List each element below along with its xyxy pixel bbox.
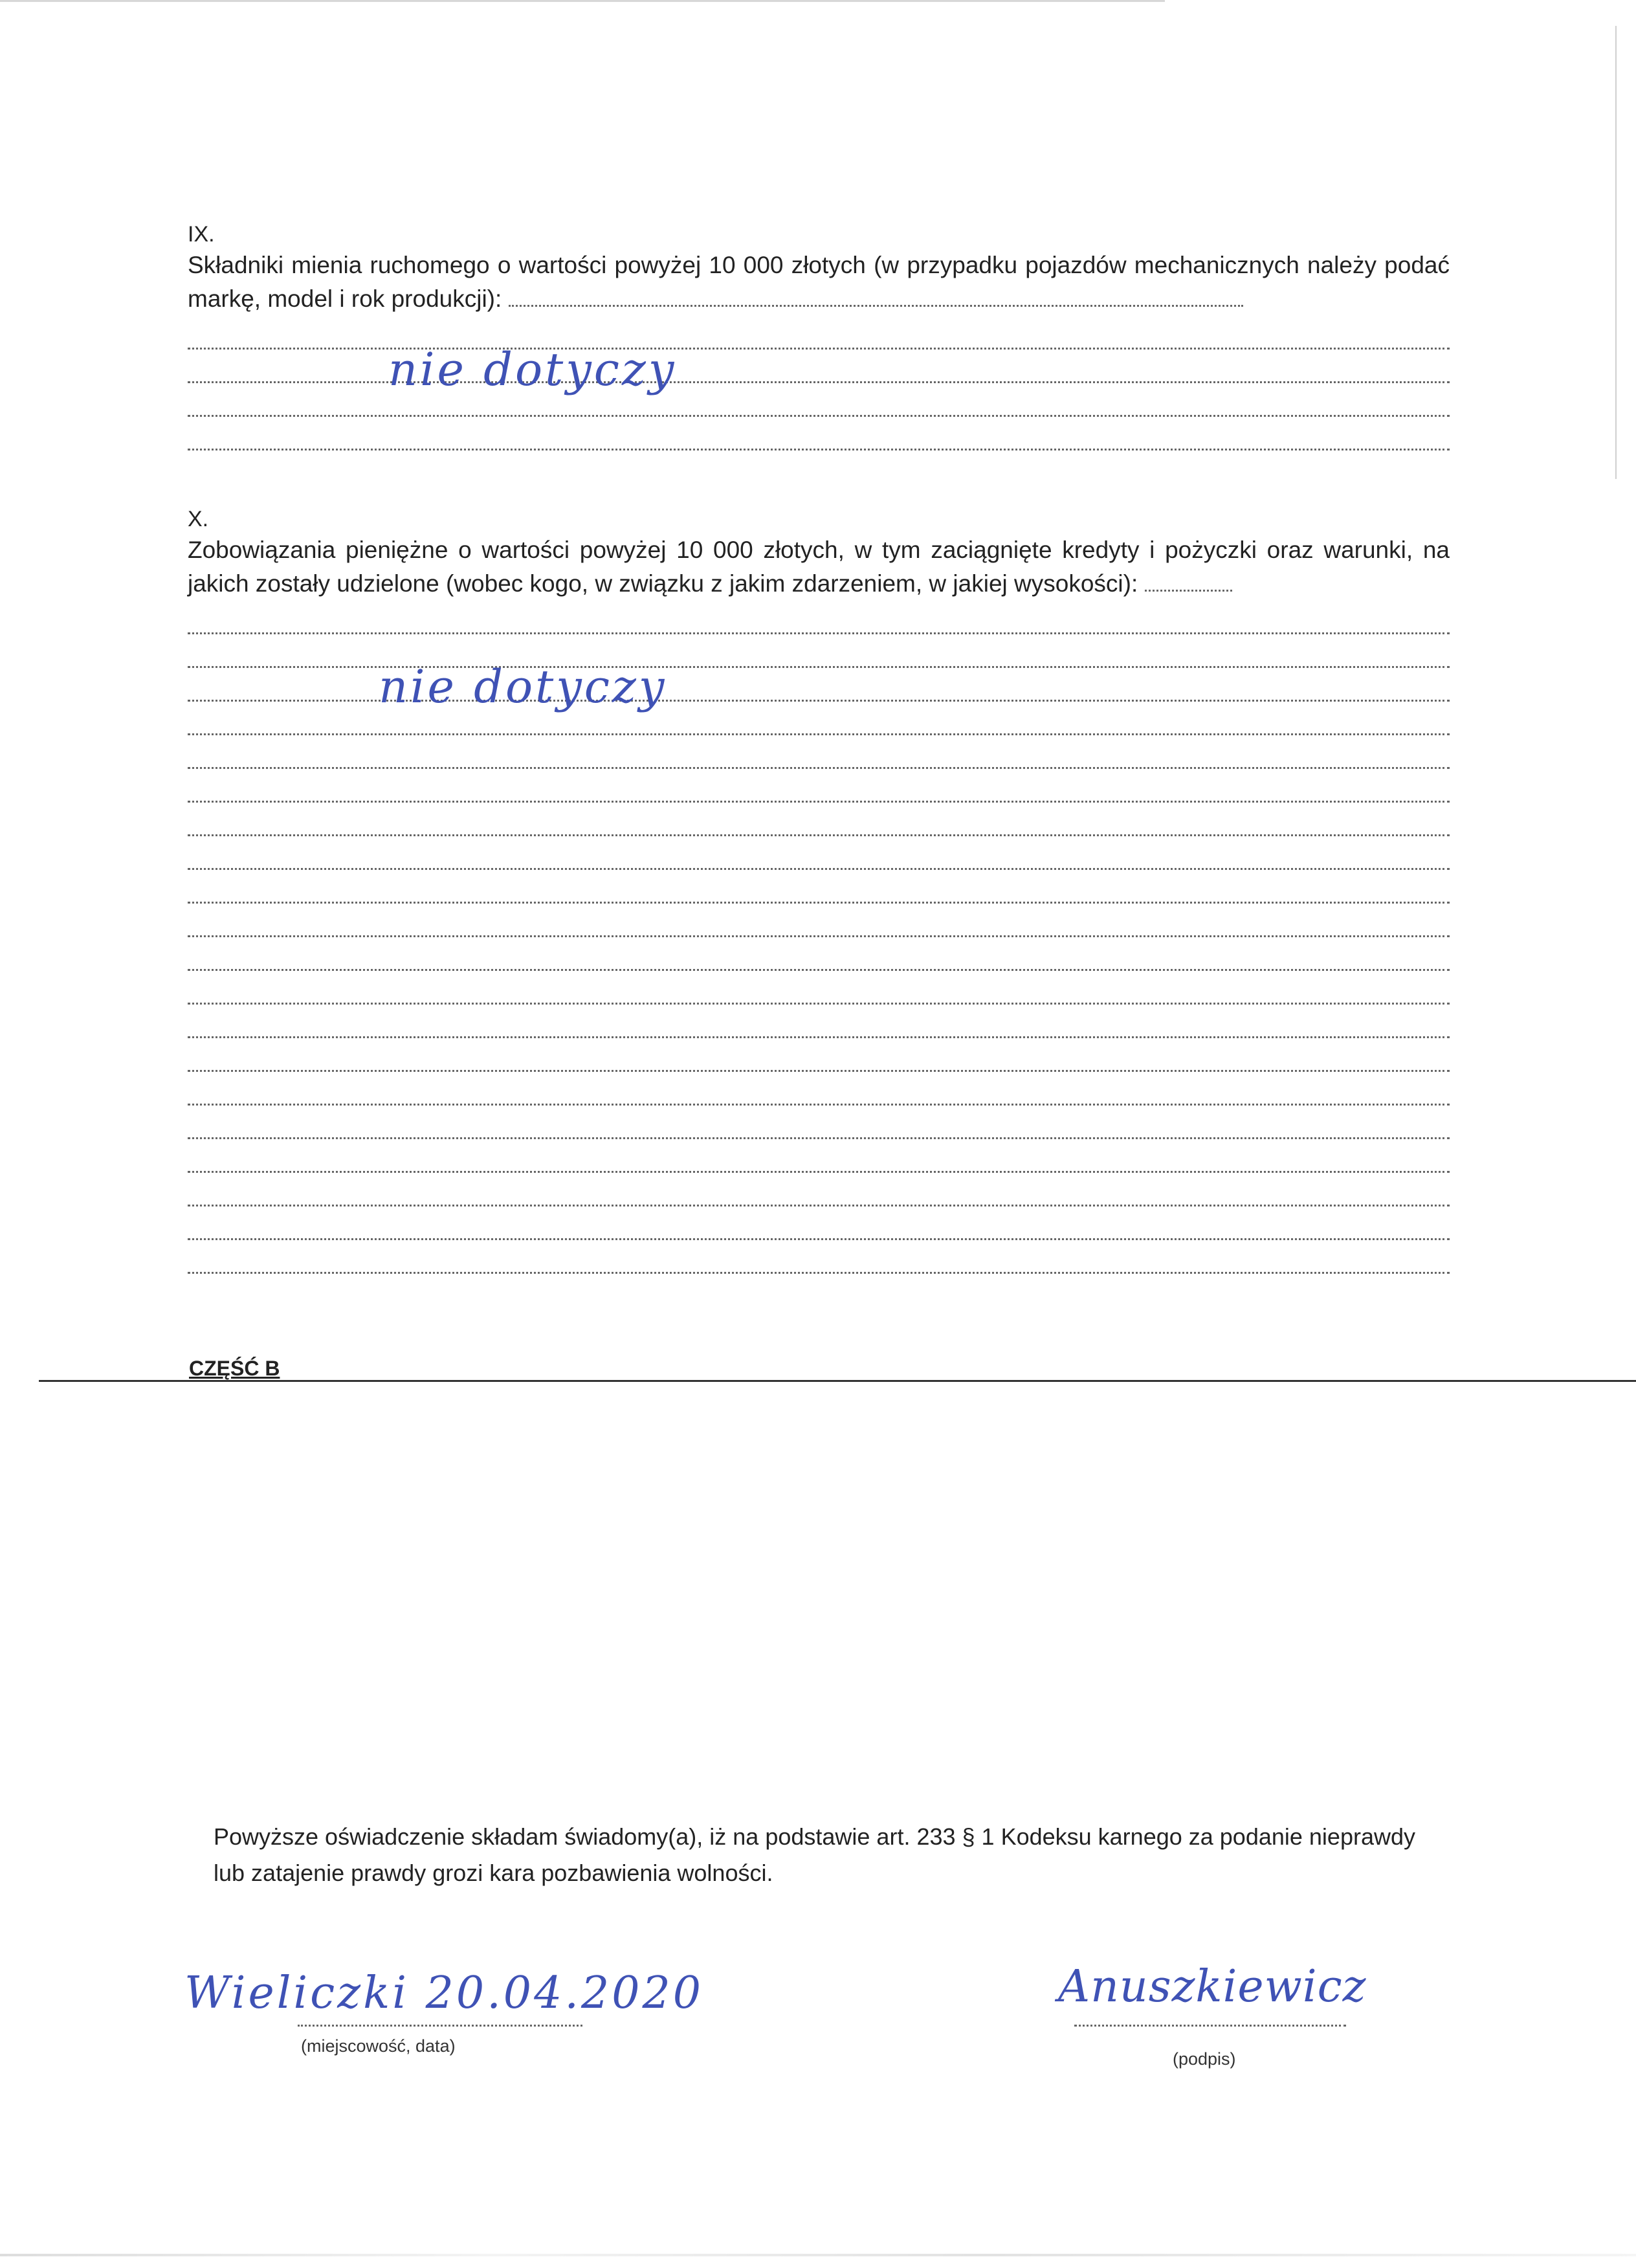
answer-line: [188, 417, 1450, 450]
section-ix-answer-lines: [188, 316, 1450, 450]
answer-line: [188, 904, 1450, 937]
place-date-handwritten: Wieliczki 20.04.2020: [184, 1968, 704, 2019]
answer-line: [188, 769, 1450, 803]
answer-line: [188, 1072, 1450, 1106]
section-ix-number: IX.: [188, 222, 215, 247]
answer-line: [188, 836, 1450, 870]
answer-line: [188, 601, 1450, 634]
section-ix-text-content: Składniki mienia ruchomego o wartości powyżej 10 000 złotych (w przypadku pojazdów mechanicznych należy podać markę, model i rok produkcji):: [188, 252, 1450, 312]
section-ix-handwritten-answer: nie dotyczy: [388, 343, 677, 396]
part-b-rule: [39, 1380, 1636, 1382]
scan-edge-right: [1615, 26, 1617, 479]
answer-line: [188, 803, 1450, 836]
scan-edge-bottom: [0, 2254, 1636, 2256]
answer-line: [188, 702, 1450, 735]
answer-line: [188, 668, 1450, 702]
answer-line: [188, 1005, 1450, 1038]
statement-text: Powyższe oświadczenie składam świadomy(a), iż na podstawie art. 233 § 1 Kodeksu karnego za podanie nieprawdy lub zatajenie prawdy grozi kara pozbawienia wolności.: [214, 1823, 1416, 1886]
section-x: [188, 505, 1450, 1274]
answer-line: [188, 870, 1450, 904]
answer-line: [188, 350, 1450, 383]
place-date-caption: (miejscowość, data): [301, 2036, 456, 2056]
answer-line: [188, 937, 1450, 971]
answer-line: [188, 634, 1450, 668]
answer-line: [188, 1106, 1450, 1139]
section-x-answer-lines: [188, 601, 1450, 1274]
section-ix: [188, 220, 1450, 450]
answer-line: [188, 1173, 1450, 1206]
scan-edge-top: [0, 0, 1165, 2]
answer-line: [188, 735, 1450, 769]
section-ix-text: [188, 249, 1450, 316]
answer-line: [188, 971, 1450, 1005]
answer-line: [188, 1139, 1450, 1173]
part-b-title: CZĘŚĆ B: [189, 1357, 280, 1380]
answer-line: [188, 1038, 1450, 1072]
answer-line: [188, 1206, 1450, 1240]
section-x-text: [188, 533, 1450, 601]
answer-line: [188, 383, 1450, 417]
signature-caption: (podpis): [1173, 2049, 1236, 2069]
section-x-answer-start-dots: [1145, 570, 1232, 592]
section-x-text-content: Zobowiązania pieniężne o wartości powyżej 10 000 złotych, w tym zaciągnięte kredyty i pożyczki oraz warunki, na jakich zostały udzielone (wobec kogo, w związku z jakim zdarzeniem, w jakiej wysokości):: [188, 537, 1450, 597]
section-x-handwritten-answer: nie dotyczy: [379, 660, 667, 713]
section-ix-answer-start-dots: [509, 285, 1243, 307]
answer-line: [188, 316, 1450, 350]
answer-line: [188, 1240, 1450, 1274]
section-x-number: X.: [188, 507, 209, 531]
signature-handwritten: Anuszkiewicz: [1058, 1961, 1367, 2012]
